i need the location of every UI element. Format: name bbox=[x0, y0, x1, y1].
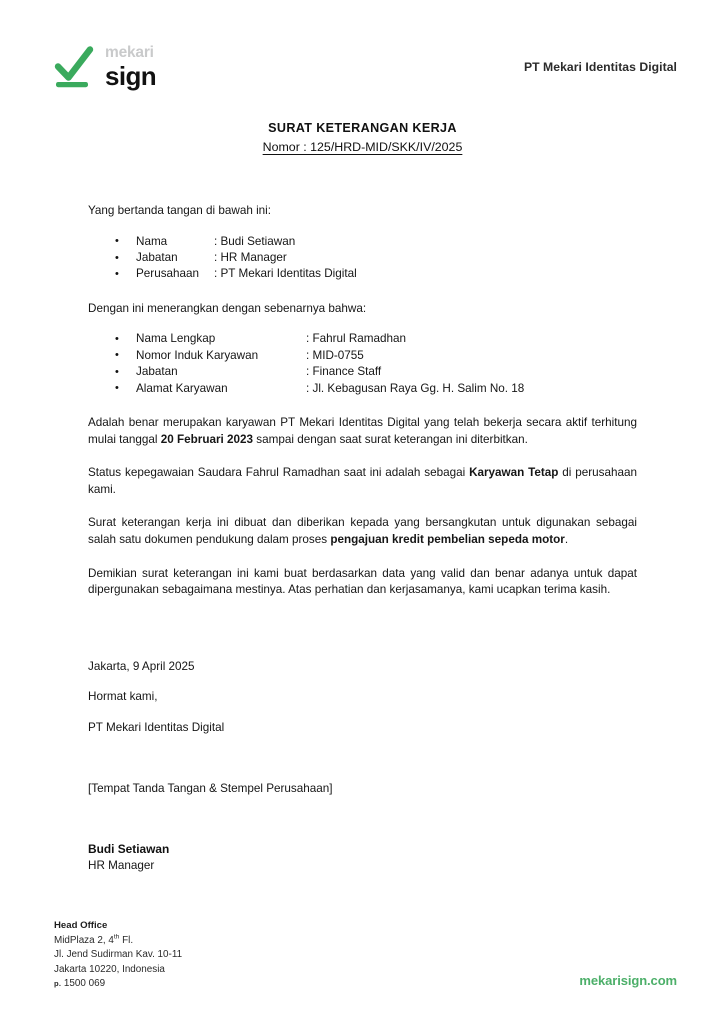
footer-phone-number: 1500 069 bbox=[63, 978, 106, 990]
employee-detail-label: • Nomor Induk Karyawan bbox=[136, 348, 259, 362]
employee-detail-label: • Alamat Karyawan bbox=[136, 381, 228, 395]
list-item bbox=[88, 266, 637, 282]
list-item bbox=[88, 348, 637, 364]
footer-address-line-1 bbox=[54, 934, 354, 949]
signer-details-list bbox=[88, 234, 637, 283]
mekari-sign-logo bbox=[52, 44, 156, 90]
signer-detail-label: • Nama bbox=[136, 234, 168, 248]
employee-detail-value: : Finance Staff bbox=[306, 365, 382, 379]
document-body bbox=[88, 203, 637, 599]
signer-detail-label: • Perusahaan bbox=[136, 267, 200, 281]
place-and-date: Jakarta, 9 April 2025 bbox=[88, 660, 195, 673]
footer-floor-ordinal: th bbox=[113, 933, 120, 941]
signer-detail-value: : HR Manager bbox=[214, 251, 287, 264]
list-item bbox=[88, 381, 637, 397]
purpose-text-before: Surat keterangan kerja ini dibuat dan diberikan kepada yang bersangkutan untuk digunakan sebagai salah satu dokumen pendukung dalam proses bbox=[88, 516, 637, 546]
document-number: Nomor : 125/HRD-MID/SKK/IV/2025 bbox=[262, 140, 463, 154]
list-item bbox=[88, 331, 637, 347]
purpose-highlight: pengajuan kredit pembelian sepeda motor bbox=[330, 533, 565, 546]
title-block bbox=[0, 121, 725, 156]
employee-detail-value: : Jl. Kebagusan Raya Gg. H. Salim No. 18 bbox=[306, 381, 525, 395]
employee-details-list bbox=[88, 331, 637, 397]
status-text-after: di perusahaan kami. bbox=[88, 466, 638, 496]
closing-paragraph: Demikian surat keterangan ini kami buat berdasarkan data yang valid dan benar adanya untuk dapat dipergunakan sebagaimana mestinya. Atas perhatian dan kerjasamanya, kami ucapkan terima kasih. bbox=[88, 566, 637, 597]
status-employment-type: Karyawan Tetap bbox=[469, 466, 559, 480]
status-text-before: Status kepegawaian Saudara Fahrul Ramadhan saat ini adalah sebagai bbox=[88, 466, 470, 480]
signature-block bbox=[88, 659, 637, 736]
employment-start-date: 20 Februari 2023 bbox=[160, 432, 254, 446]
signer-identity bbox=[88, 841, 169, 874]
footer-address-floor: Fl. bbox=[119, 934, 134, 946]
header-company-name: PT Mekari Identitas Digital bbox=[523, 60, 677, 74]
signer-role: HR Manager bbox=[88, 858, 155, 872]
list-item bbox=[88, 234, 637, 250]
intro-paragraph: Yang bertanda tangan di bawah ini: bbox=[88, 204, 272, 217]
green-check-icon bbox=[52, 44, 96, 90]
employment-paragraph bbox=[88, 415, 637, 448]
employee-detail-value: : MID-0755 bbox=[306, 348, 364, 362]
signer-detail-value: : Budi Setiawan bbox=[214, 234, 296, 248]
logo-wordmark bbox=[105, 45, 156, 89]
footer-address-building: MidPlaza 2, 4 bbox=[54, 934, 114, 946]
stamp-placeholder: [Tempat Tanda Tangan & Stempel Perusahaan] bbox=[88, 782, 333, 795]
declaration-paragraph: Dengan ini menerangkan dengan sebenarnya bahwa: bbox=[88, 301, 367, 315]
document-footer bbox=[54, 919, 354, 992]
employee-detail-label: • Jabatan bbox=[136, 365, 178, 379]
status-paragraph bbox=[88, 465, 637, 498]
document-header bbox=[52, 36, 677, 98]
footer-office-title: Head Office bbox=[54, 920, 108, 931]
footer-website[interactable]: mekarisign.com bbox=[579, 973, 677, 988]
employee-detail-value: : Fahrul Ramadhan bbox=[306, 332, 407, 346]
employee-detail-label: • Nama Lengkap bbox=[136, 332, 216, 346]
logo-text-sign: sign bbox=[105, 60, 157, 91]
signer-detail-value: : PT Mekari Identitas Digital bbox=[214, 267, 357, 281]
footer-phone bbox=[54, 977, 354, 992]
list-item bbox=[88, 250, 637, 266]
list-item bbox=[88, 364, 637, 380]
signature-company: PT Mekari Identitas Digital bbox=[88, 720, 225, 734]
footer-address-line-3: Jakarta 10220, Indonesia bbox=[54, 963, 165, 975]
signer-detail-label: • Jabatan bbox=[136, 251, 178, 264]
logo-text-mekari: mekari bbox=[105, 44, 154, 62]
footer-address-line-2: Jl. Jend Sudirman Kav. 10-11 bbox=[54, 949, 183, 961]
document-title: SURAT KETERANGAN KERJA bbox=[268, 121, 457, 135]
employment-text-before: Adalah benar merupakan karyawan PT Mekari Identitas Digital yang telah bekerja secara aktif terhitung mulai tanggal bbox=[88, 416, 637, 446]
purpose-text-after: . bbox=[564, 533, 569, 546]
purpose-paragraph bbox=[88, 515, 637, 548]
footer-phone-prefix: p. bbox=[54, 979, 62, 989]
regards-line: Hormat kami, bbox=[88, 690, 158, 704]
signer-name: Budi Setiawan bbox=[88, 842, 170, 856]
employment-text-after: sampai dengan saat surat keterangan ini diterbitkan. bbox=[253, 432, 528, 446]
